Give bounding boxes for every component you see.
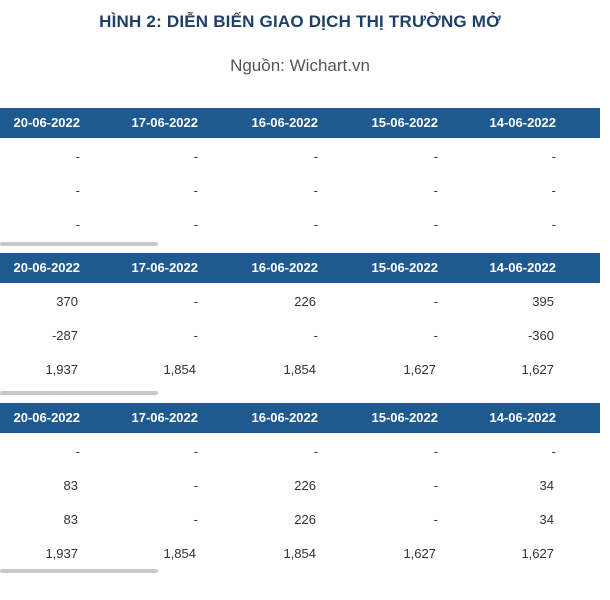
table-cell: -	[313, 149, 318, 164]
column-header-date: 14-06-2022	[489, 410, 556, 425]
table-row	[0, 435, 600, 469]
table-cell: 1,854	[163, 362, 196, 377]
column-header-date: 1	[602, 115, 610, 130]
table-cell: 1,937	[45, 546, 78, 561]
table-cell: -	[313, 217, 318, 232]
table-row	[0, 503, 600, 537]
table-cell: -	[433, 444, 438, 459]
table-cell: -	[193, 217, 198, 232]
column-header-date: 16-06-2022	[251, 410, 318, 425]
table-cell: 1,627	[403, 362, 436, 377]
horizontal-scrollbar[interactable]	[0, 569, 158, 573]
table-row	[0, 140, 600, 174]
table-cell: -	[193, 478, 198, 493]
horizontal-scrollbar[interactable]	[0, 391, 158, 395]
column-header-date: 1	[602, 260, 610, 275]
column-header-date: 17-06-2022	[131, 260, 198, 275]
column-header-date: 16-06-2022	[251, 260, 318, 275]
table-cell: -	[75, 217, 80, 232]
figure-title: HÌNH 2: DIỄN BIẾN GIAO DỊCH THỊ TRƯỜNG MỞ	[99, 12, 501, 31]
table-cell: -	[75, 149, 80, 164]
column-header-date: 16-06-2022	[251, 115, 318, 130]
column-header-date: 1	[602, 410, 610, 425]
table-cell: -	[551, 183, 556, 198]
table-header-row	[0, 403, 610, 433]
table-cell: 83	[63, 512, 78, 527]
table-cell: 1,937	[45, 362, 78, 377]
table-row	[0, 353, 600, 387]
table-cell: -	[193, 294, 198, 309]
column-header-date: 20-06-2022	[13, 115, 80, 130]
column-header-date: 15-06-2022	[371, 115, 438, 130]
table-cell: -	[313, 183, 318, 198]
source-caption: Nguồn: Wichart.vn	[230, 56, 370, 75]
horizontal-scrollbar[interactable]	[0, 242, 158, 246]
table-cell: -	[313, 444, 318, 459]
table-cell: 226	[294, 478, 316, 493]
table-cell: -	[75, 183, 80, 198]
table-header-row	[0, 108, 610, 138]
table-cell: -	[433, 217, 438, 232]
table-cell: -	[551, 217, 556, 232]
column-header-date: 20-06-2022	[13, 410, 80, 425]
table-cell: -	[433, 328, 438, 343]
table-cell: 1,854	[283, 546, 316, 561]
table-cell: -	[551, 444, 556, 459]
column-header-date: 17-06-2022	[131, 410, 198, 425]
column-header-date: 14-06-2022	[489, 260, 556, 275]
table-cell: 1,627	[403, 546, 436, 561]
table-cell: 226	[294, 294, 316, 309]
table-cell: -	[433, 294, 438, 309]
table-cell: -	[193, 328, 198, 343]
table-cell: -	[313, 328, 318, 343]
table-row	[0, 537, 600, 571]
table-row	[0, 174, 600, 208]
table-cell: -	[193, 149, 198, 164]
table-cell: -	[433, 478, 438, 493]
table-cell: -	[193, 444, 198, 459]
table-row	[0, 285, 600, 319]
table-row	[0, 319, 600, 353]
column-header-date: 20-06-2022	[13, 260, 80, 275]
table-header-row	[0, 253, 610, 283]
table-cell: 1,854	[283, 362, 316, 377]
table-cell: 83	[63, 478, 78, 493]
table-cell: 1,627	[521, 546, 554, 561]
column-header-date: 17-06-2022	[131, 115, 198, 130]
table-cell: 370	[56, 294, 78, 309]
table-cell: -	[433, 512, 438, 527]
table-cell: -	[75, 444, 80, 459]
table-cell: -	[193, 183, 198, 198]
table-cell: 1,627	[521, 362, 554, 377]
table-row	[0, 208, 600, 242]
table-cell: 1,854	[163, 546, 196, 561]
column-header-date: 14-06-2022	[489, 115, 556, 130]
table-cell: -	[433, 183, 438, 198]
table-cell: 34	[539, 512, 554, 527]
table-row	[0, 469, 600, 503]
table-cell: -	[551, 149, 556, 164]
table-cell: 395	[532, 294, 554, 309]
table-cell: -	[433, 149, 438, 164]
column-header-date: 15-06-2022	[371, 410, 438, 425]
table-cell: -	[193, 512, 198, 527]
table-cell: -360	[527, 328, 554, 343]
table-cell: 34	[539, 478, 554, 493]
table-cell: -287	[51, 328, 78, 343]
column-header-date: 15-06-2022	[371, 260, 438, 275]
table-cell: 226	[294, 512, 316, 527]
